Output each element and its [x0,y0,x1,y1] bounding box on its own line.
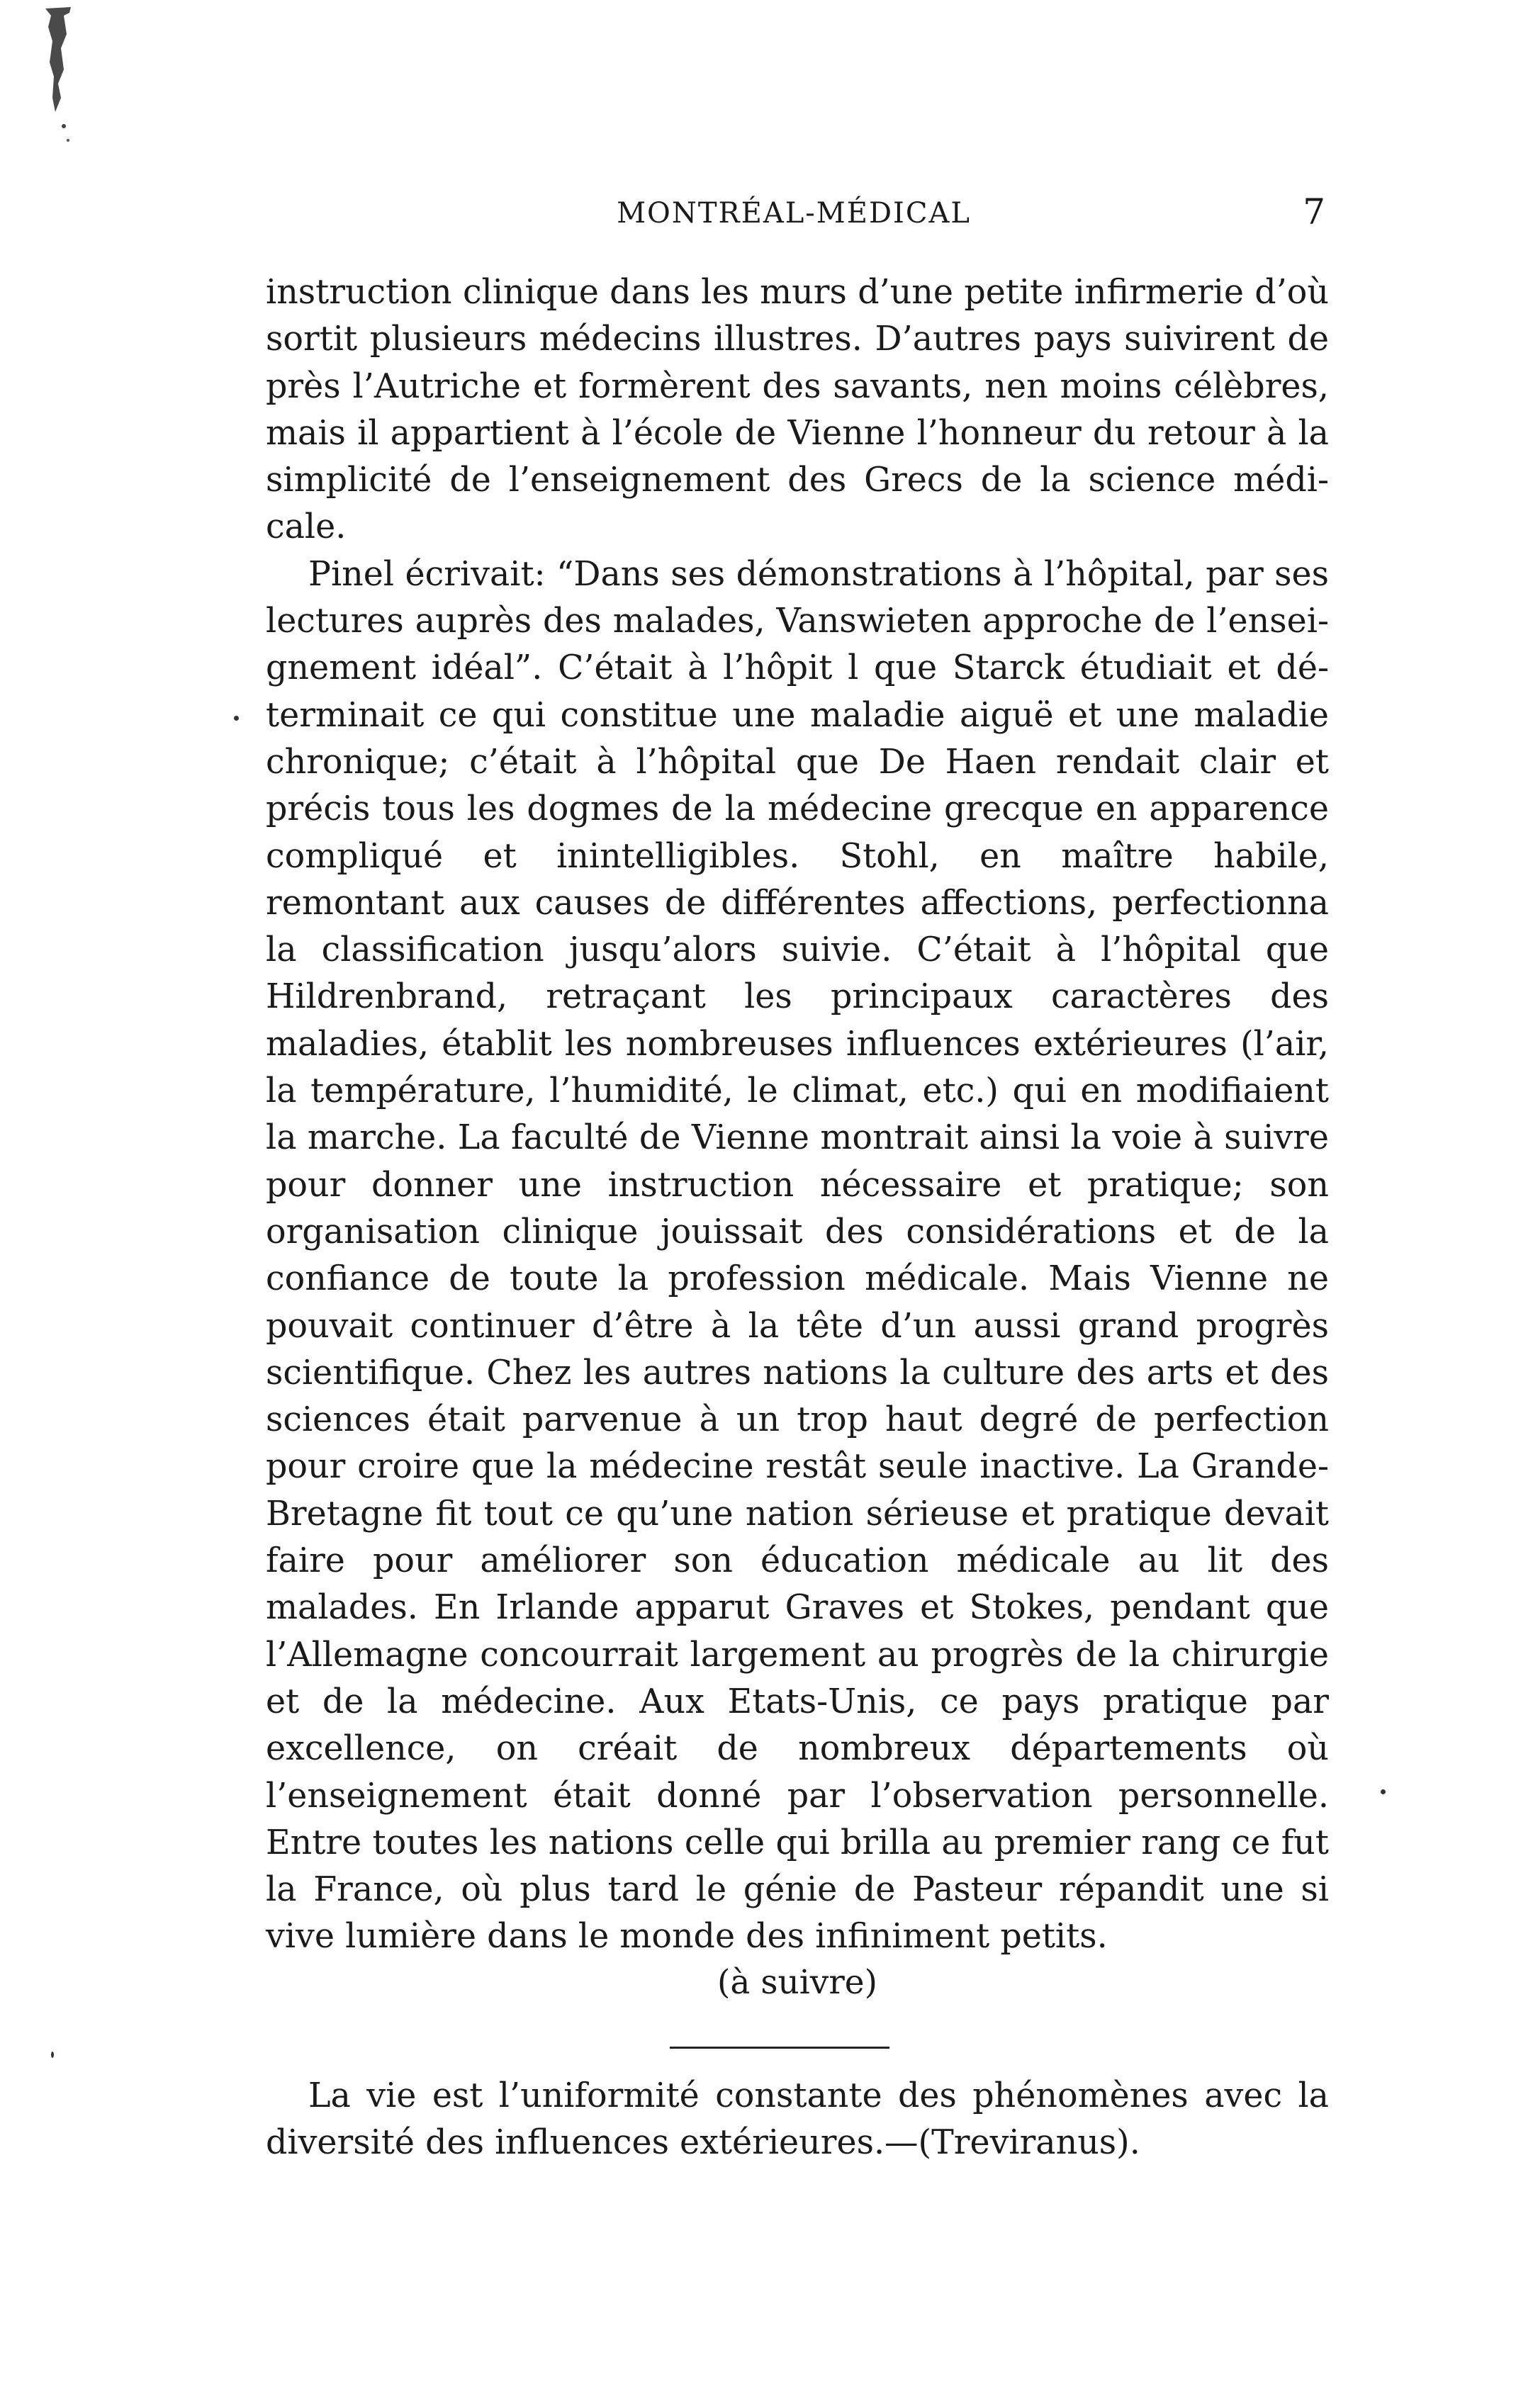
epigraph: La vie est l’uniformité constante des phénomènes avec la diversité des influences extérieures.—(Treviranus). [266,2076,1329,2162]
scan-edge-artifact [43,6,74,147]
ink-speck [1381,1789,1386,1794]
paragraph-2: Pinel écrivait: “Dans ses démonstrations à l’hôpital, par ses lectures auprès des malades, Vanswieten approche de l’enseignement idéal”. C’était à l’hôpit l que Starck étudiait et déterminait ce qui constitue une maladie aiguë et une maladie chronique; c’était à l’hôpital que De Haen rendait clair et précis tous les dogmes de la médecine grecque en apparence compliqué et inintelligibles. Stohl, en maître habile, remontant aux causes de différentes affections, perfectionna la classification jusqu’alors suivie. C’était à l’hôpital que Hildrenbrand, retraçant les principaux caractères des maladies, établit les nombreuses influences extérieures (l’air, la température, l’humidité, le climat, etc.) qui en modifiaient la marche. La faculté de Vienne montrait ainsi la voie à suivre pour donner une instruction nécessaire et pratique; son organisation clinique jouissait des considérations et de la confiance de toute la profession médicale. Mais Vienne ne pouvait continuer d’être à la tête d’un aussi grand progrès scientifique. Chez les autres nations la culture des arts et des sciences était parvenue à un trop haut degré de perfection pour croire que la médecine restât seule inactive. La Grande-Bretagne fit tout ce qu’une nation sérieuse et pratique devait faire pour améliorer son éducation médicale au lit des malades. En Irlande apparut Graves et Stokes, pendant que l’Allemagne concourrait largement au progrès de la chirurgie et de la médecine. Aux Etats-Unis, ce pays pratique par excellence, on créait de nombreux départements où l’enseignement était donné par l’observation personnelle. Entre toutes les nations celle qui brilla au premier rang ce fut la France, où plus tard le génie de Pasteur répandit une si vive lumière dans le monde des infiniment petits. [266,554,1329,1957]
page-header [262,191,1325,241]
ink-speck [234,716,239,721]
continuation-note: (à suivre) [717,1963,877,2002]
running-head: MONTRÉAL-MÉDICAL [617,197,971,230]
section-divider [670,2047,889,2049]
body-text [266,269,1329,1961]
ink-speck [51,2052,54,2058]
page-number: 7 [1303,191,1325,232]
paragraph-1: instruction clinique dans les murs d’une petite infirmerie d’où sortit plusieurs médecins illustres. D’autres pays suivirent de près l’Autriche et formèrent des savants, nen moins célèbres, mais il appartient à l’école de Vienne l’honneur du retour à la simplicité de l’enseignement des Grecs de la science médicale. [266,273,1329,547]
